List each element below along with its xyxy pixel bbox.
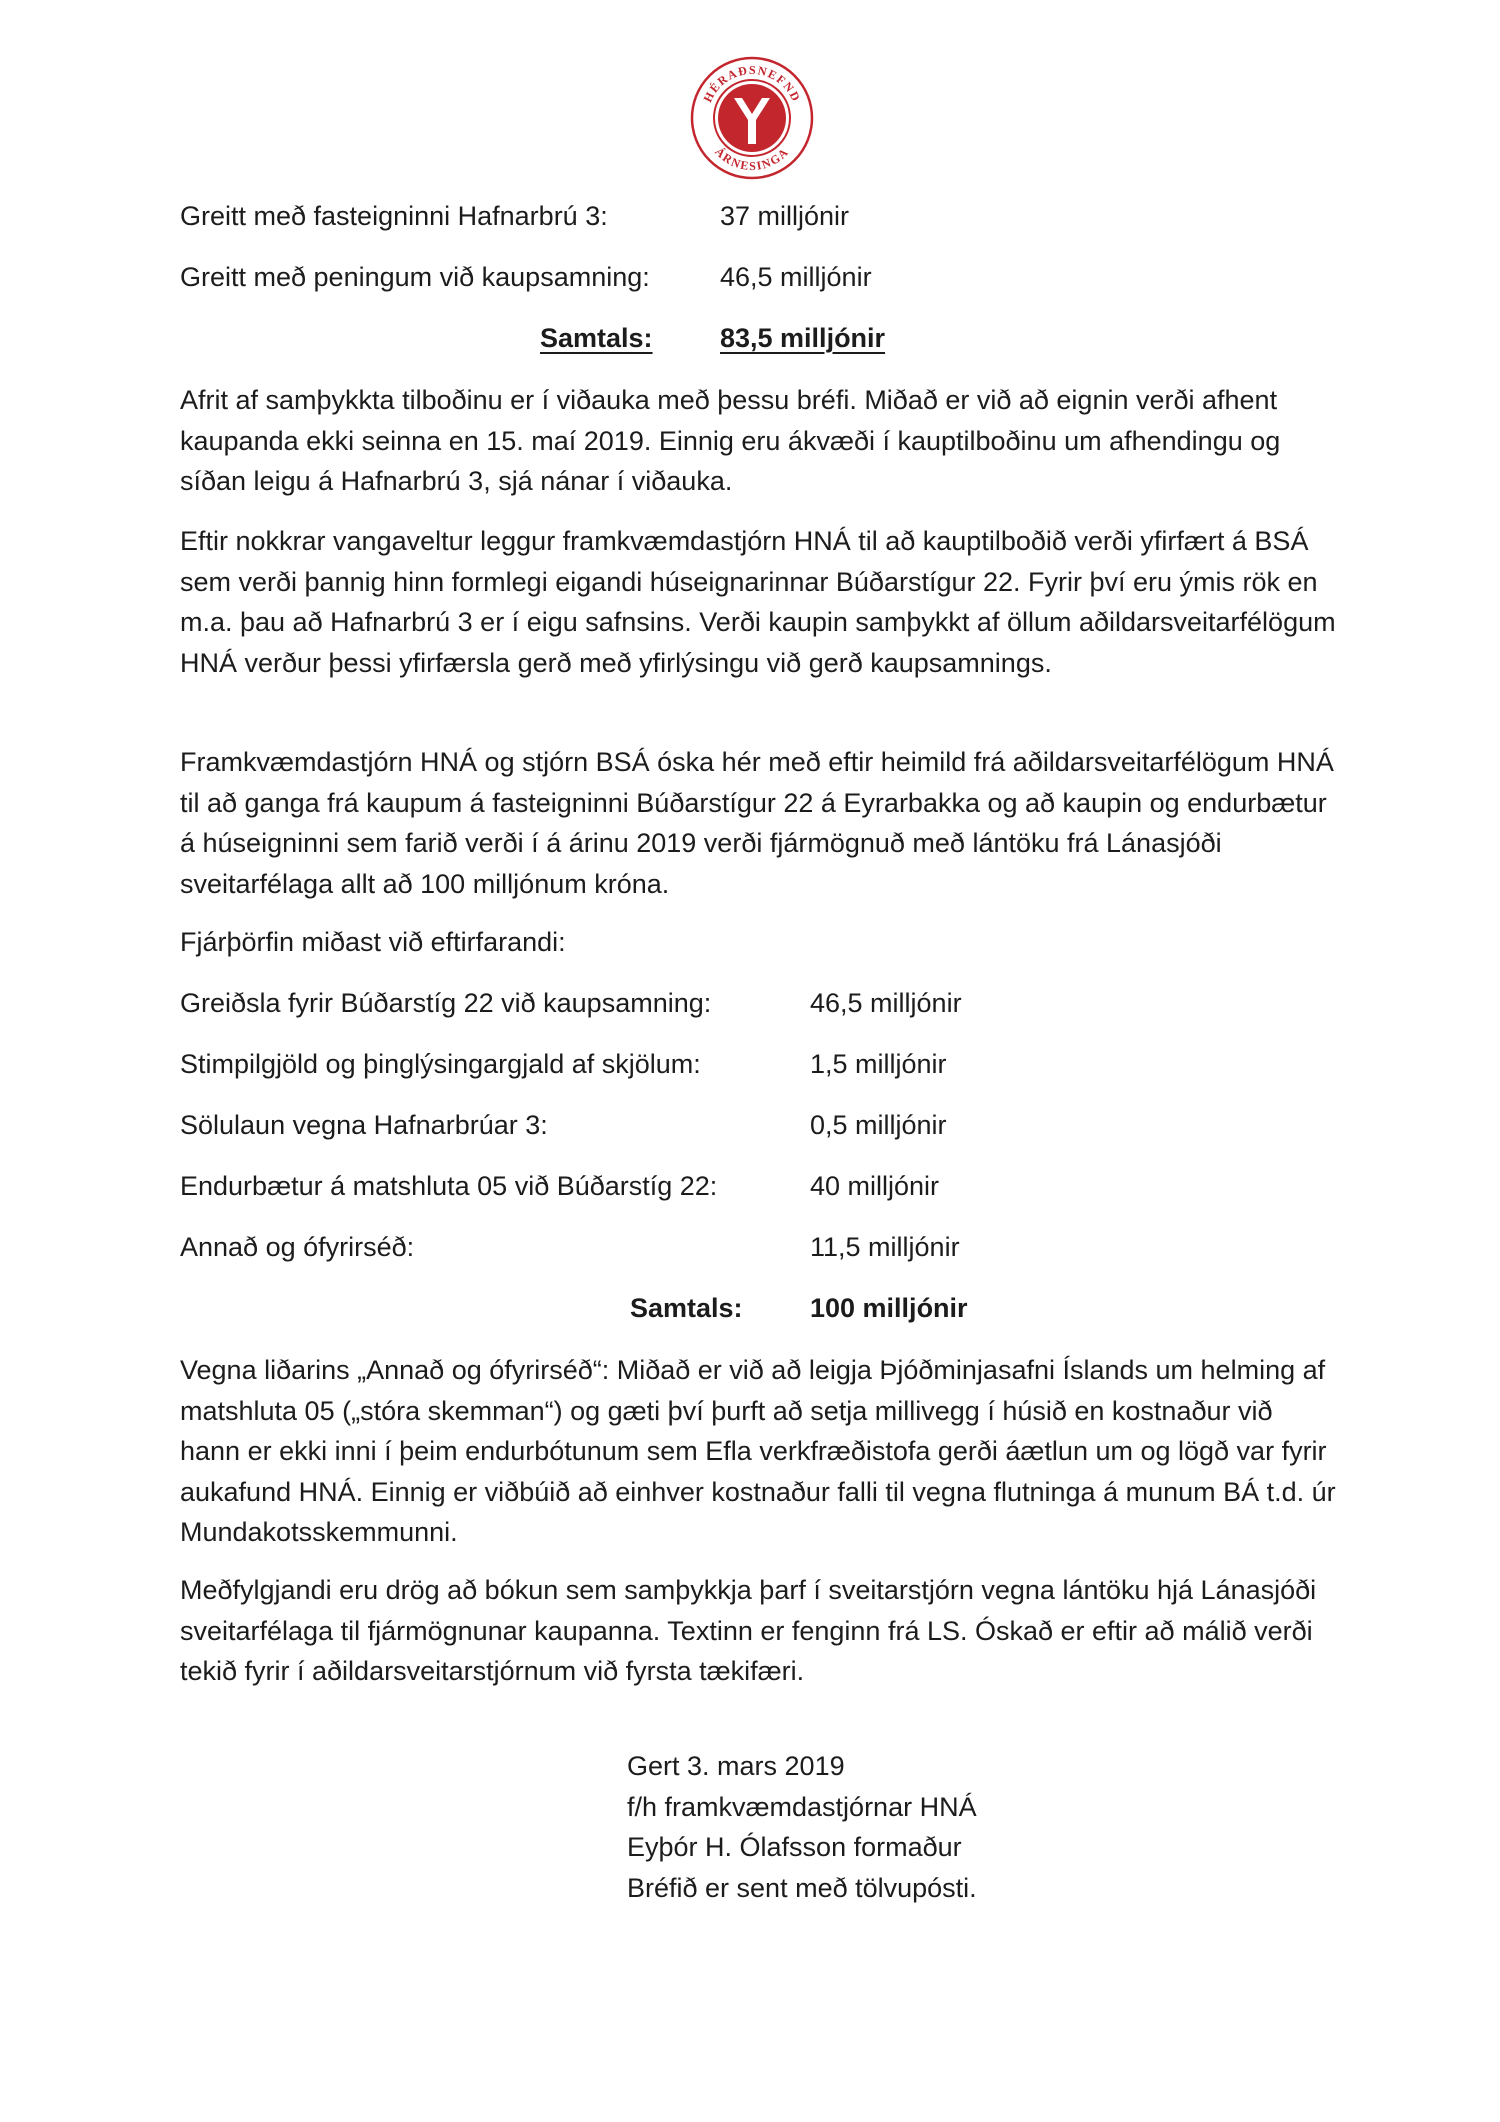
cost-row (180, 1044, 1350, 1084)
cost-row (180, 983, 1350, 1023)
signature-date: Gert 3. mars 2019 (627, 1751, 845, 1781)
cost-row (180, 1166, 1350, 1206)
cost-value: 11,5 milljónir (810, 1232, 960, 1262)
payment-total-row (180, 318, 1350, 358)
organization-logo (690, 56, 814, 180)
paragraph-attachment: Meðfylgjandi eru drög að bókun sem samþykkja þarf í sveitarstjórn vegna lántöku hjá Lánasjóði sveitarfélaga til fjármögnunar kaupanna. Textinn er fenginn frá LS. Óskað er eftir að málið verði tekið fyrir í aðildarsveitarstjórnum við fyrsta tækifæri. (180, 1575, 1317, 1686)
logo-top-text: HÉRAÐSNEFND (700, 62, 804, 105)
total-value: 83,5 milljónir (720, 323, 886, 353)
payment-row-cash (180, 257, 1350, 297)
paragraph-funding-intro: Fjárþörfin miðast við eftirfarandi: (180, 927, 566, 957)
row-label: Greitt með fasteigninni Hafnarbrú 3: (180, 201, 608, 231)
signature-block (627, 1746, 977, 1908)
cost-row (180, 1105, 1350, 1145)
paragraph-unforeseen: Vegna liðarins „Annað og ófyrirséð“: Miðað er við að leigja Þjóðminjasafni Íslands um helming af matshluta 05 („stóra skemman“) og gæti því þurft að setja millivegg í húsið en kostnaður við hann er ekki inni í þeim endurbótunum sem Efla verkfræðistofa gerði áætlun um og lögð var fyrir aukafund HNÁ. Einnig er viðbúið að einhver kostnaður falli til vegna flutninga á munum BÁ t.d. úr Mundakotsskemmunni. (180, 1355, 1336, 1547)
cost-value: 0,5 milljónir (810, 1110, 947, 1140)
row-value: 46,5 milljónir (720, 262, 872, 292)
cost-label: Sölulaun vegna Hafnarbrúar 3: (180, 1110, 548, 1140)
paragraph-transfer: Eftir nokkrar vangaveltur leggur framkvæmdastjórn HNÁ til að kauptilboðið verði yfirfært á BSÁ sem verði þannig hinn formlegi eigandi húseignarinnar Búðarstígur 22. Fyrir því eru ýmis rök en m.a. þau að Hafnarbrú 3 er í eigu safnsins. Verði kaupin samþykkt af öllum aðildarsveitarfélögum HNÁ verður þessi yfirfærsla gerð með yfirlýsingu við gerð kaupsamnings. (180, 526, 1336, 678)
cost-total-row (180, 1288, 1350, 1328)
paragraph-offer-copy: Afrit af samþykkta tilboðinu er í viðauka með þessu bréfi. Miðað er við að eignin verði afhent kaupanda ekki seinna en 15. maí 2019. Einnig eru ákvæði í kauptilboðinu um afhendingu og síðan leigu á Hafnarbrú 3, sjá nánar í viðauka. (180, 385, 1281, 496)
cost-label: Endurbætur á matshluta 05 við Búðarstíg 22: (180, 1171, 718, 1201)
payment-row-property (180, 196, 1350, 236)
cost-label: Greiðsla fyrir Búðarstíg 22 við kaupsamning: (180, 988, 712, 1018)
row-value: 37 milljónir (720, 201, 850, 231)
signature-note: Bréfið er sent með tölvupósti. (627, 1872, 977, 1903)
logo-bottom-text: ÁRNESINGA (712, 144, 792, 174)
total-label: Samtals: (630, 1293, 743, 1323)
cost-label: Stimpilgjöld og þinglýsingargjald af skjölum: (180, 1049, 701, 1079)
cost-value: 46,5 milljónir (810, 988, 962, 1018)
paragraph-authorization: Framkvæmdastjórn HNÁ og stjórn BSÁ óska hér með eftir heimild frá aðildarsveitarfélögum HNÁ til að ganga frá kaupum á fasteigninni Búðarstígur 22 á Eyrarbakka og að kaupin og endurbætur á húseigninni sem farið verði í á árinu 2019 verði fjármögnuð með lántöku frá Lánasjóði sveitarfélaga allt að 100 milljónum króna. (180, 747, 1334, 899)
row-label: Greitt með peningum við kaupsamning: (180, 262, 650, 292)
cost-value: 1,5 milljónir (810, 1049, 947, 1079)
logo-seal-icon (690, 56, 814, 180)
signature-name: Eyþór H. Ólafsson formaður (627, 1832, 962, 1862)
cost-value: 40 milljónir (810, 1171, 940, 1201)
cost-label: Annað og ófyrirséð: (180, 1232, 415, 1262)
signature-on-behalf: f/h framkvæmdastjórnar HNÁ (627, 1791, 977, 1822)
cost-row (180, 1227, 1350, 1267)
total-label: Samtals: (540, 323, 653, 353)
total-value: 100 milljónir (810, 1293, 968, 1323)
